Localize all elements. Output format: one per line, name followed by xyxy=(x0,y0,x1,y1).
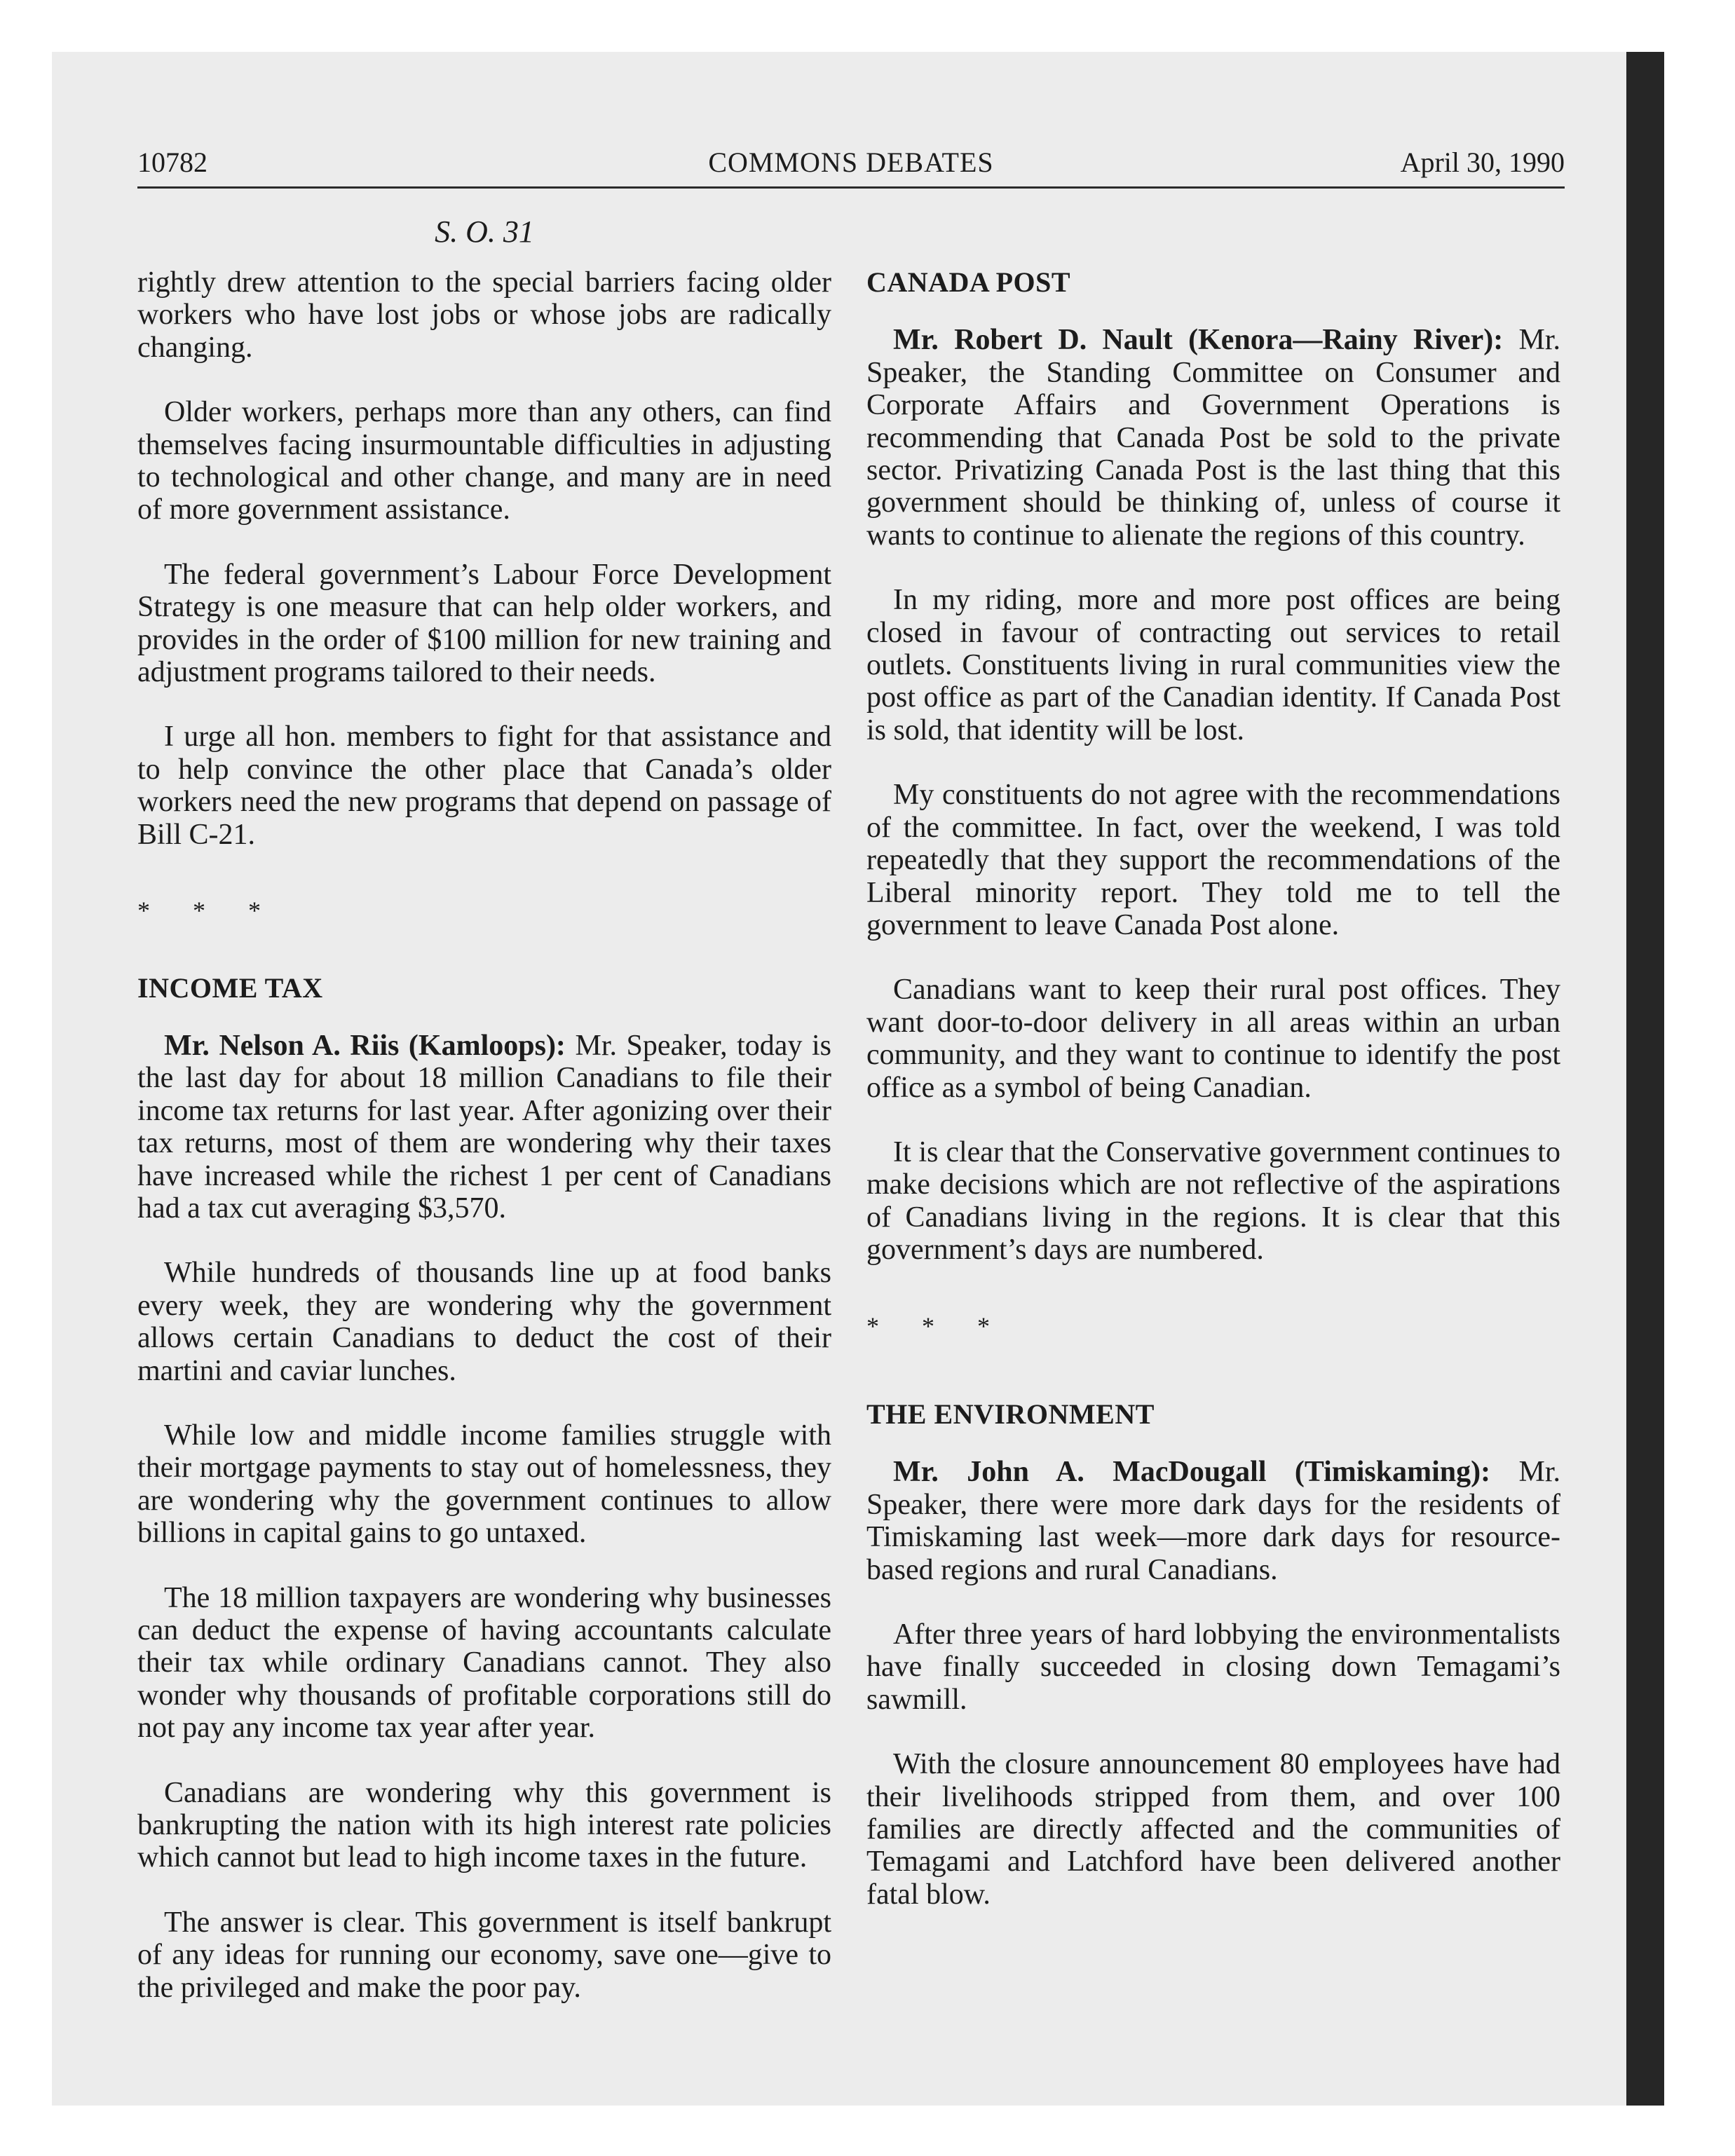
paragraph: The 18 million taxpayers are wondering why businesses can deduct the expense of having accountants calculate their tax while ordinary Canadians cannot. They also wonder why thousands of profitable corporations still do not pay any income tax year after year. xyxy=(137,1581,831,1745)
section-separator: * * * xyxy=(137,896,279,925)
speaker-name: Mr. Robert D. Nault (Kenora—Rainy River): xyxy=(893,324,1504,357)
speaker-name: Mr. John A. MacDougall (Timiskaming): xyxy=(893,1456,1491,1489)
scan-edge-shadow xyxy=(1626,52,1664,2106)
speaker-name: Mr. Nelson A. Riis (Kamloops): xyxy=(164,1029,566,1062)
speech-opening xyxy=(137,1030,831,1224)
paragraph: I urge all hon. members to fight for that assistance and to help convince the other place that Canada’s older workers need the new programs that depend on passage of Bill C-21. xyxy=(137,721,831,851)
paragraph: In my riding, more and more post offices are being closed in favour of contracting out services to retail outlets. Constituents living in rural communities view the post office as part of the Canadian identity. If Canada Post is sold, that identity will be lost. xyxy=(866,584,1560,746)
paragraph: While low and middle income families struggle with their mortgage payments to stay out of homelessness, they are wondering why the government continues to allow billions in capital gains to go untaxed. xyxy=(137,1419,831,1550)
section-title-environment: THE ENVIRONMENT xyxy=(866,1398,1155,1430)
paragraph: The answer is clear. This government is itself bankrupt of any ideas for running our economy, save one—give to the privileged and make the poor pay. xyxy=(137,1906,831,2004)
paragraph: While hundreds of thousands line up at food banks every week, they are wondering why the government allows certain Canadians to deduct the cost of their martini and caviar lunches. xyxy=(137,1257,831,1387)
section-separator: * * * xyxy=(866,1311,1008,1340)
paragraph: It is clear that the Conservative government continues to make decisions which are not reflective of the aspirations of Canadians living in the regions. It is clear that this government’s days are numbered. xyxy=(866,1135,1560,1267)
speech-text: Mr. Speaker, there were more dark days for the residents of Timiskaming last week—more dark days for resource-based regions and rural Canadians. xyxy=(866,1456,1560,1586)
standing-order-reference: S. O. 31 xyxy=(435,214,534,249)
paragraph: Canadians are wondering why this government is bankrupting the nation with its high interest rate policies which cannot but lead to high income taxes in the future. xyxy=(137,1776,831,1874)
right-column xyxy=(866,266,1560,1911)
speech-text: Mr. Speaker, today is the last day for about 18 million Canadians to file their income tax returns for last year. After agonizing over their tax returns, most of them are wondering why their taxes have increased while the richest 1 per cent of Canadians had a tax cut averaging $3,570. xyxy=(137,1029,831,1224)
left-column xyxy=(137,266,831,2004)
section-title-canada-post: CANADA POST xyxy=(866,266,1071,298)
page-header xyxy=(137,140,1565,189)
speech-text: Mr. Speaker, the Standing Committee on Consumer and Corporate Affairs and Government Operations is recommending that Canada Post be sold to the private sector. Privatizing Canada Post is the last thing that this government should be thinking of, unless of course it wants to continue to alienate the regions of this country. xyxy=(866,324,1560,552)
paragraph: With the closure announcement 80 employees have had their livelihoods stripped from them, and over 100 families are directly affected and the communities of Temagami and Latchford have been delivered another fatal blow. xyxy=(866,1748,1560,1911)
paragraph: After three years of hard lobbying the environmentalists have finally succeeded in closing down Temagami’s sawmill. xyxy=(866,1618,1560,1716)
page-number: 10782 xyxy=(137,146,207,178)
speech-opening xyxy=(866,324,1560,552)
section-title-income-tax: INCOME TAX xyxy=(137,971,323,1004)
paragraph: Canadians want to keep their rural post offices. They want door-to-door delivery in all areas within an urban community, and they want to continue to identify the post office as a symbol of being Canadian. xyxy=(866,974,1560,1104)
continuation-paragraph: rightly drew attention to the special barriers facing older workers who have lost jobs or whose jobs are radically changing. xyxy=(137,266,831,364)
paragraph: My constituents do not agree with the recommendations of the committee. In fact, over the weekend, I was told repeatedly that they support the recommendations of the Liberal minority report. They told me to tell the government to leave Canada Post alone. xyxy=(866,779,1560,941)
paragraph: The federal government’s Labour Force Development Strategy is one measure that can help older workers, and provides in the order of $100 million for new training and adjustment programs tailored to their needs. xyxy=(137,558,831,689)
journal-title: COMMONS DEBATES xyxy=(708,146,994,178)
paragraph: Older workers, perhaps more than any others, can find themselves facing insurmountable difficulties in adjusting to technological and other change, and many are in need of more government assistance. xyxy=(137,396,831,526)
issue-date: April 30, 1990 xyxy=(1400,146,1565,178)
speech-opening xyxy=(866,1456,1560,1586)
